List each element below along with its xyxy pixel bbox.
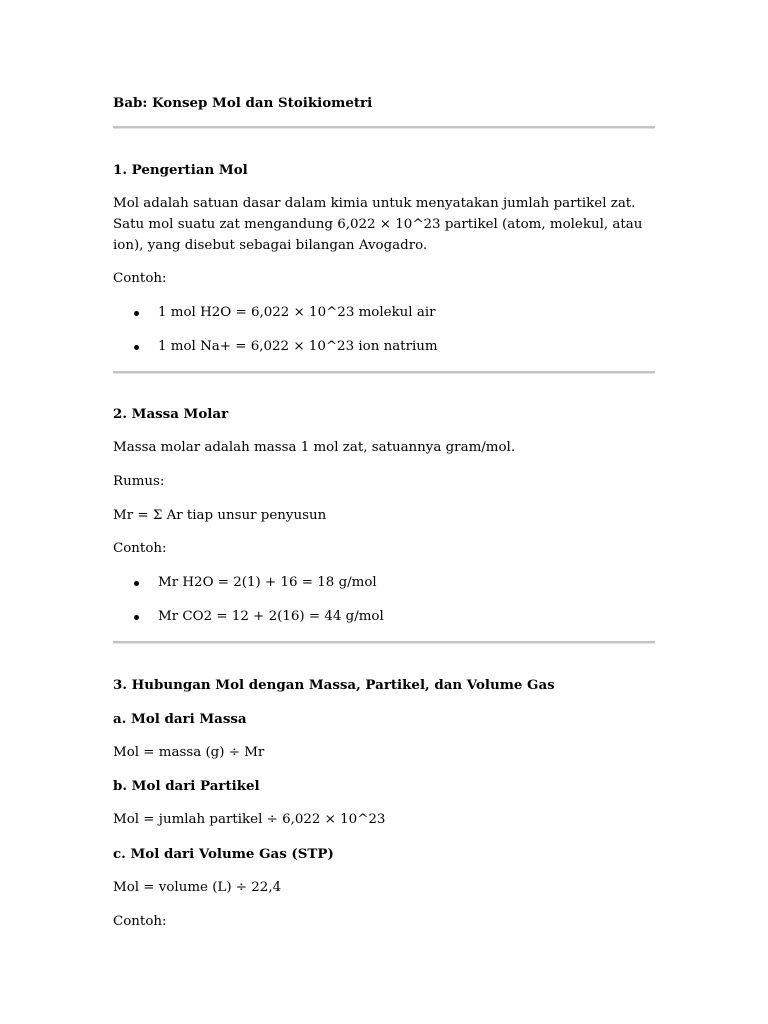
document-title: Bab: Konsep Mol dan Stoikiometri xyxy=(113,95,373,111)
section-1-definition: Mol adalah satuan dasar dalam kimia untuk menyatakan jumlah partikel zat. Satu mol suatu zat mengandung 6,022 × 10^23 partikel (atom, molekul, atau ion), yang disebut sebagai bilangan Avogadro. xyxy=(113,196,643,253)
section-2-definition: Massa molar adalah massa 1 mol zat, satuannya gram/mol. xyxy=(113,440,516,455)
section-3-heading: 3. Hubungan Mol dengan Massa, Partikel, dan Volume Gas xyxy=(113,677,555,693)
list-item-text: Mr H2O = 2(1) + 16 = 18 g/mol xyxy=(158,575,377,590)
section-2-formula: Mr = Σ Ar tiap unsur penyusun xyxy=(113,508,327,523)
bullet-icon xyxy=(134,581,139,586)
horizontal-rule xyxy=(113,126,655,129)
section-3a-heading: a. Mol dari Massa xyxy=(113,711,247,727)
section-3-example-label: Contoh: xyxy=(113,914,167,929)
section-2-formula-label: Rumus: xyxy=(113,474,165,489)
list-item-text: Mr CO2 = 12 + 2(16) = 44 g/mol xyxy=(158,609,384,624)
section-3c-heading: c. Mol dari Volume Gas (STP) xyxy=(113,846,334,862)
section-1-heading: 1. Pengertian Mol xyxy=(113,162,248,178)
list-item-text: 1 mol Na+ = 6,022 × 10^23 ion natrium xyxy=(158,339,438,354)
section-3b-formula: Mol = jumlah partikel ÷ 6,022 × 10^23 xyxy=(113,812,386,827)
section-2-example-label: Contoh: xyxy=(113,541,167,556)
horizontal-rule xyxy=(113,641,655,644)
bullet-icon xyxy=(134,345,139,350)
horizontal-rule xyxy=(113,371,655,374)
list-item-text: 1 mol H2O = 6,022 × 10^23 molekul air xyxy=(158,305,436,320)
section-1-example-label: Contoh: xyxy=(113,271,167,286)
section-3c-formula: Mol = volume (L) ÷ 22,4 xyxy=(113,880,282,895)
section-2-heading: 2. Massa Molar xyxy=(113,406,229,422)
section-3a-formula: Mol = massa (g) ÷ Mr xyxy=(113,745,265,760)
bullet-icon xyxy=(134,311,139,316)
section-3b-heading: b. Mol dari Partikel xyxy=(113,778,260,794)
bullet-icon xyxy=(134,615,139,620)
